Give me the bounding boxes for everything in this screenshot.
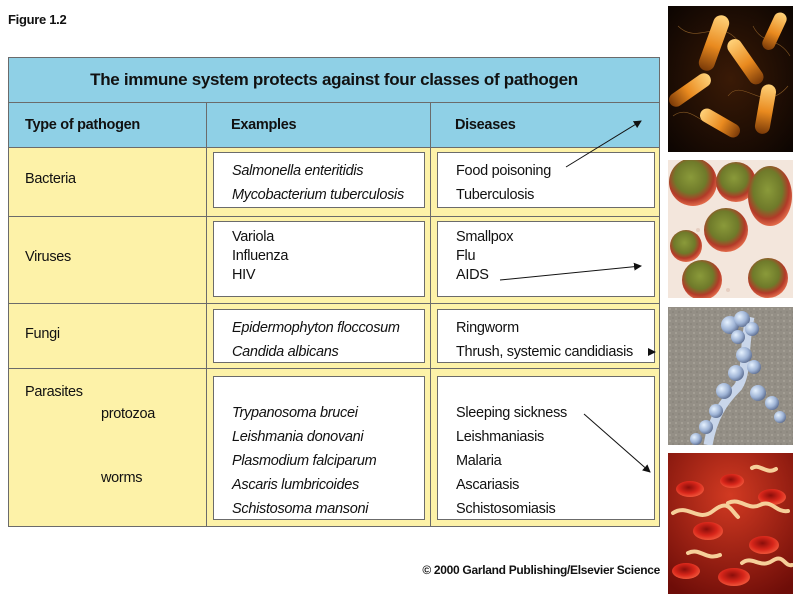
example-item: Mycobacterium tuberculosis <box>232 187 404 203</box>
figure-label: Figure 1.2 <box>8 12 67 27</box>
header-diseases: Diseases <box>455 117 516 133</box>
disease-item: Thrush, systemic candidiasis <box>456 344 633 360</box>
disease-item: Ascariasis <box>456 477 520 493</box>
example-item: Candida albicans <box>232 344 339 360</box>
bacteria-micrograph <box>668 6 793 152</box>
disease-item: Tuberculosis <box>456 187 535 203</box>
pathogen-table <box>8 57 660 527</box>
example-item: Trypanosoma brucei <box>232 405 358 421</box>
examples-box-viruses <box>213 221 425 297</box>
row-label-viruses: Viruses <box>25 249 71 265</box>
row-label-parasites: Parasites <box>25 384 83 400</box>
example-item: Ascaris lumbricoides <box>232 477 359 493</box>
row-divider <box>9 216 659 217</box>
diseases-box-bacteria <box>437 152 655 208</box>
disease-item: Schistosomiasis <box>456 501 556 517</box>
disease-item: Smallpox <box>456 229 514 245</box>
diseases-box-viruses <box>437 221 655 297</box>
table-header-row <box>9 103 659 148</box>
disease-item: Ringworm <box>456 320 519 336</box>
example-item: Variola <box>232 229 274 245</box>
row-label-fungi: Fungi <box>25 326 60 342</box>
header-examples: Examples <box>231 117 297 133</box>
trypanosome-micrograph <box>668 453 793 594</box>
examples-box-parasites <box>213 376 425 520</box>
example-item: Leishmania donovani <box>232 429 364 445</box>
column-divider <box>206 103 207 527</box>
example-item: Epidermophyton floccosum <box>232 320 400 336</box>
disease-item: AIDS <box>456 267 489 283</box>
example-item: Plasmodium falciparum <box>232 453 377 469</box>
disease-item: Malaria <box>456 453 502 469</box>
disease-item: Sleeping sickness <box>456 405 567 421</box>
copyright-notice: © 2000 Garland Publishing/Elsevier Science <box>422 563 660 577</box>
fungus-micrograph <box>668 307 793 445</box>
examples-box-bacteria <box>213 152 425 208</box>
row-divider <box>9 368 659 369</box>
disease-item: Leishmaniasis <box>456 429 544 445</box>
row-label-bacteria: Bacteria <box>25 171 76 187</box>
example-item: HIV <box>232 267 256 283</box>
virus-micrograph <box>668 160 793 298</box>
example-item: Schistosoma mansoni <box>232 501 369 517</box>
diseases-box-fungi <box>437 309 655 363</box>
examples-box-fungi <box>213 309 425 363</box>
row-divider <box>9 303 659 304</box>
sub-label-protozoa: protozoa <box>101 406 156 422</box>
disease-item: Food poisoning <box>456 163 551 179</box>
sub-label-worms: worms <box>101 470 143 486</box>
header-type: Type of pathogen <box>25 117 140 133</box>
disease-item: Flu <box>456 248 476 264</box>
diseases-box-parasites <box>437 376 655 520</box>
example-item: Salmonella enteritidis <box>232 163 364 179</box>
table-title: The immune system protects against four classes of pathogen <box>9 58 659 103</box>
example-item: Influenza <box>232 248 289 264</box>
column-divider <box>430 103 431 527</box>
